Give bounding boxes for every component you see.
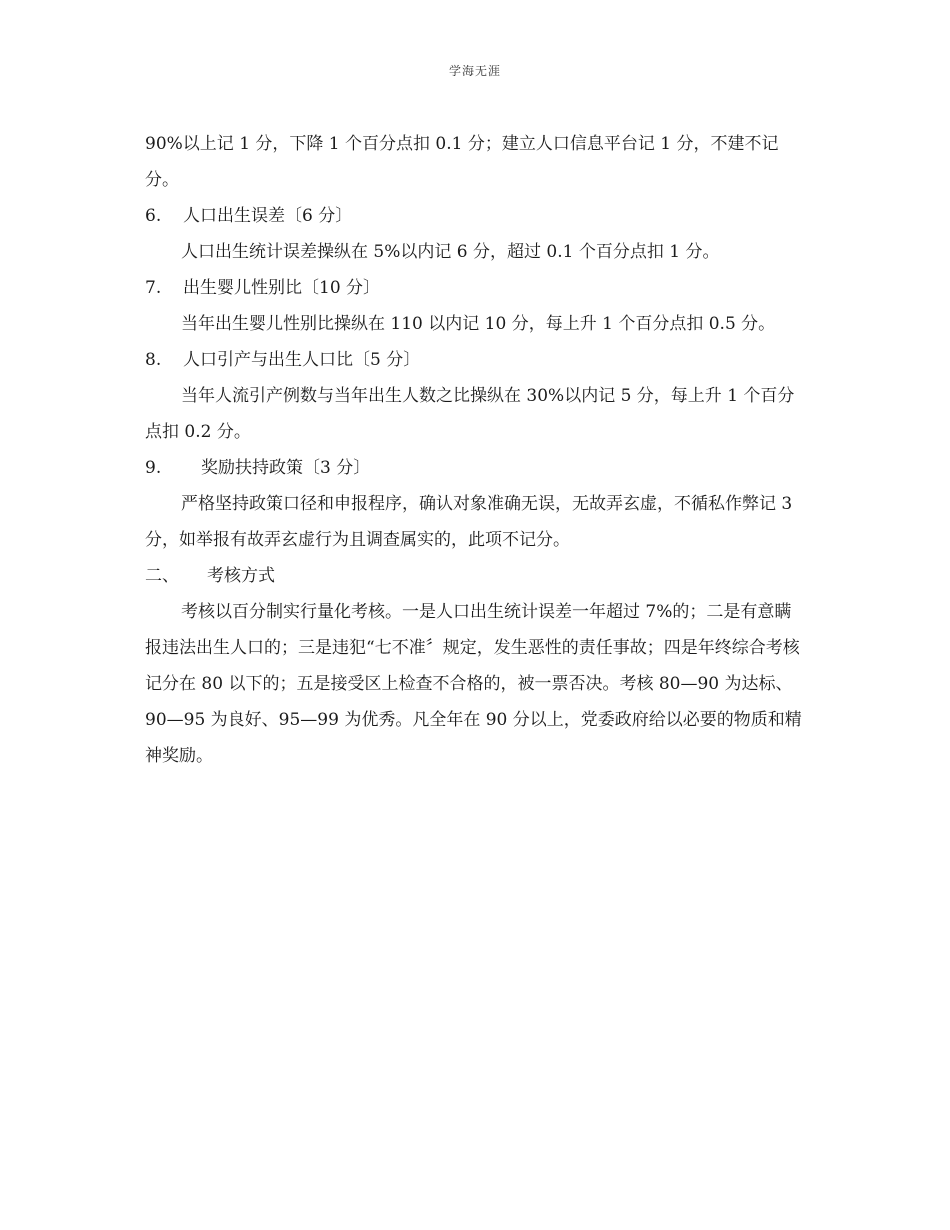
item-title: 出生婴儿性别比〔10 分〕 <box>183 278 381 298</box>
page-header: 学海无涯 <box>448 64 501 78</box>
paragraph-item-7: 当年出生婴儿性别比操纵在 110 以内记 10 分，每上升 1 个百分点扣 0.5 分。 <box>181 314 776 334</box>
item-heading-8 <box>145 342 807 378</box>
section-number: 二、 <box>145 566 179 586</box>
section-title: 考核方式 <box>207 566 275 586</box>
paragraph-intro: 90%以上记 1 分，下降 1 个百分点扣 0.1 分；建立人口信息平台记 1 分，不建不记分。 <box>145 134 779 190</box>
item-heading-7 <box>145 270 807 306</box>
item-number: 8. <box>145 350 162 370</box>
document-body <box>145 126 807 774</box>
paragraph-item-6: 人口出生统计误差操纵在 5%以内记 6 分，超过 0.1 个百分点扣 1 分。 <box>181 242 720 262</box>
item-number: 6. <box>145 206 162 226</box>
item-heading-6 <box>145 198 807 234</box>
paragraph-item-8: 当年人流引产例数与当年出生人数之比操纵在 30%以内记 5 分，每上升 1 个百分点扣 0.2 分。 <box>145 386 795 442</box>
item-heading-9 <box>145 450 807 486</box>
item-number: 9. <box>145 458 162 478</box>
item-number: 7. <box>145 278 162 298</box>
item-title: 人口引产与出生人口比〔5 分〕 <box>183 350 421 370</box>
section-heading-2 <box>145 558 807 594</box>
paragraph-assessment-method: 考核以百分制实行量化考核。一是人口出生统计误差一年超过 7%的；二是有意瞒报违法出生人口的；三是违犯“七不准〞规定，发生恶性的责任事故；四是年终综合考核记分在 80 以下的；五是接受区上检查不合格的，被一票否决。考核 80—90 为达标、90—95 为良好、95—99 为优秀。凡全年在 90 分以上，党委政府给以必要的物质和精神奖励。 <box>145 602 802 766</box>
item-title: 奖励扶持政策〔3 分〕 <box>201 458 371 478</box>
paragraph-item-9: 严格坚持政策口径和申报程序，确认对象准确无误，无故弄玄虚，不循私作弊记 3 分，如举报有故弄玄虚行为且调查属实的，此项不记分。 <box>145 494 793 550</box>
item-title: 人口出生误差〔6 分〕 <box>183 206 353 226</box>
